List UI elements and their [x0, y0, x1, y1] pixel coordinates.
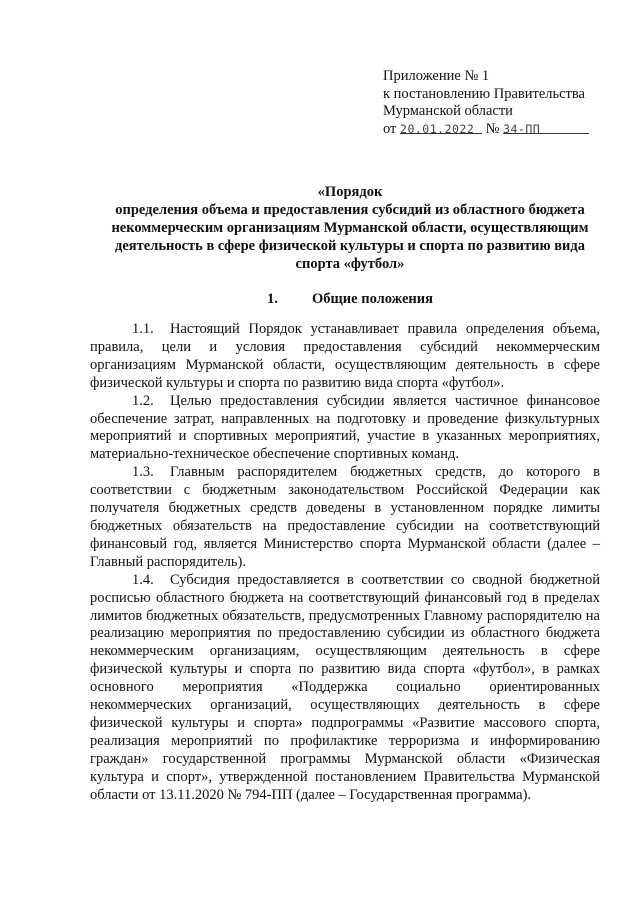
appendix-region: Мурманской области	[383, 103, 513, 119]
document-body	[90, 321, 600, 804]
title-line-3: некоммерческим организациям Мурманской области, осуществляющим	[111, 220, 589, 236]
paragraph-1-2	[90, 393, 600, 465]
paragraph-number: 1.4.	[132, 571, 154, 588]
date-field	[400, 121, 482, 134]
paragraph-number: 1.1.	[132, 321, 154, 337]
paragraph-text: Настоящий Порядок устанавливает правила определения объема, правила, цели и условия предоставления субсидий некоммерческим организациям Мурманской области, осуществляющим деятельность в сфере физической культуры и спорта по развитию вида спорта «футбол».	[90, 321, 600, 391]
paragraph-number: 1.2.	[132, 392, 154, 409]
appendix-block	[383, 68, 613, 138]
section-title: Общие положения	[312, 291, 433, 307]
paragraph-1-1	[90, 321, 600, 393]
paragraph-1-4	[90, 572, 600, 805]
section-number: 1.	[267, 291, 278, 307]
paragraph-text: Главным распорядителем бюджетных средств, до которого в соответствии с бюджетным законодательством Российской Федерации как получателя бюджетных средств доведены в установленном порядке лимиты бюджетных обязательств на предоставление субсидии на соответствующий финансовый год, является Министерство спорта Мурманской области (далее – Главный распорядитель).	[90, 464, 600, 570]
appendix-title: Приложение № 1	[383, 68, 490, 84]
number-prefix: №	[485, 120, 500, 137]
title-line-4: деятельность в сфере физической культуры и спорта по развитию вида	[115, 238, 585, 254]
date-prefix: от	[383, 120, 397, 137]
title-line-1: «Порядок	[317, 184, 383, 200]
section-heading	[90, 290, 610, 308]
number-value: 34-ПП	[503, 121, 541, 136]
paragraph-number: 1.3.	[132, 464, 154, 481]
paragraph-text: Целью предоставления субсидии является частичное финансовое обеспечение затрат, направленных на подготовку и проведение физкультурных мероприятий и спортивных мероприятий, участие в указанных мероприятиях, материально-техническое обеспечение спортивных команд.	[90, 392, 600, 463]
paragraph-1-3	[90, 464, 600, 571]
document-title	[90, 183, 610, 273]
appendix-date-line	[383, 121, 613, 139]
paragraph-text: Субсидия предоставляется в соответствии со сводной бюджетной росписью областного бюджета на соответствующий финансовый год в пределах лимитов бюджетных обязательств, предусмотренных Главному распорядителю на реализацию мероприятия по предоставлению субсидии из областного бюджета некоммерческим организациям, осуществляющим деятельность в сфере физической культуры и спорта по развитию вида спорта «футбол», в рамках основного мероприятия «Поддержка социально ориентированных некоммерческих организаций, осуществляющих деятельность в сфере физической культуры и спорта» подпрограммы «Развитие массового спорта, реализация мероприятий по профилактике терроризма и информированию граждан» государственной программы Мурманской области «Физическая культура и спорт», утвержденной постановлением Правительства Мурманской области от 13.11.2020 № 794-ПП (далее – Государственная программа).	[90, 571, 600, 803]
date-value: 20.01.2022	[400, 121, 475, 136]
number-field	[503, 121, 589, 134]
appendix-resolution-ref: к постановлению Правительства	[383, 85, 585, 102]
title-line-5: спорта «футбол»	[295, 256, 405, 272]
title-line-2: определения объема и предоставления субсидий из областного бюджета	[115, 202, 585, 218]
